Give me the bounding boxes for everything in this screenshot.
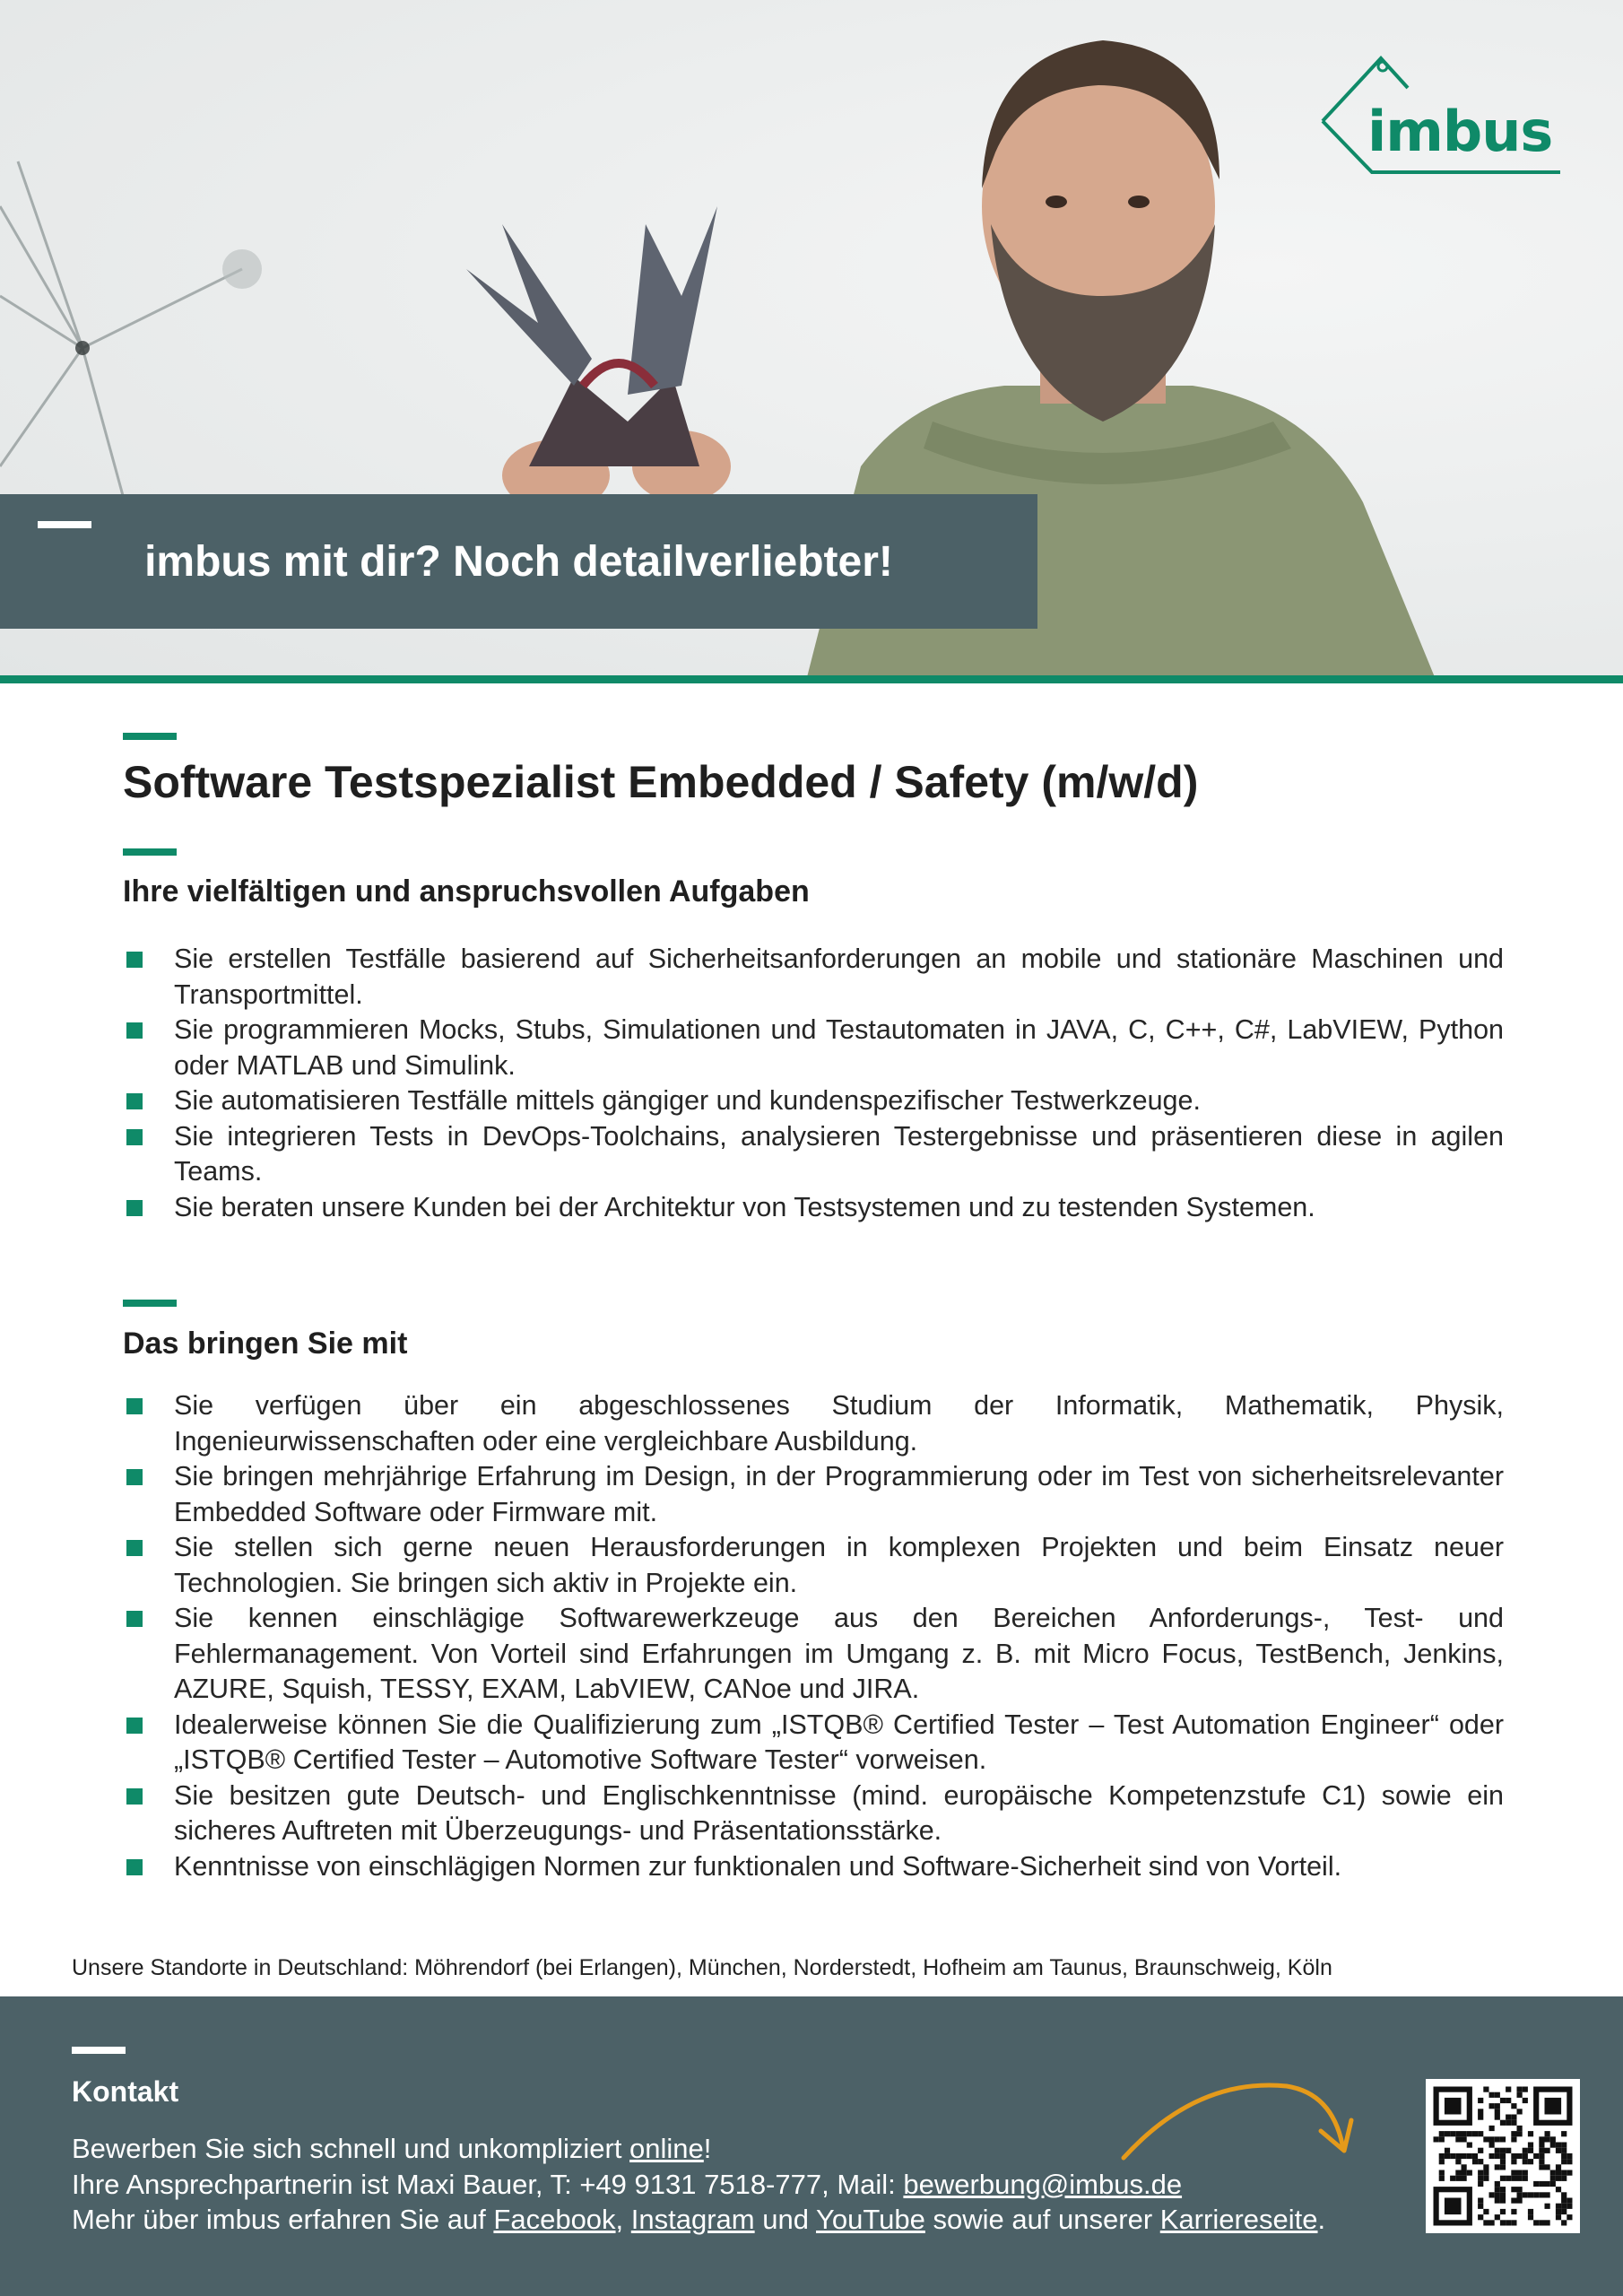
list-item-text: Sie bringen mehrjährige Erfahrung im Design, in der Programmierung oder im Test von sicherheitsrelevanter Embedded Software oder Firmware mit. xyxy=(174,1461,1504,1527)
list-item xyxy=(123,942,1504,1013)
list-item-text: Sie verfügen über ein abgeschlossenes Studium der Informatik, Mathematik, Physik, Ingenieurwissenschaften oder eine vergleichbare Ausbildung. xyxy=(174,1390,1504,1457)
banner-dash xyxy=(38,521,91,528)
list-item xyxy=(123,1708,1504,1779)
email-link[interactable]: bewerbung@imbus.de xyxy=(903,2168,1183,2200)
imbus-logo xyxy=(1314,54,1569,179)
bullet-square-icon xyxy=(126,1093,143,1109)
instagram-link[interactable]: Instagram xyxy=(630,2204,755,2235)
list-item-text: Sie automatisieren Testfälle mittels gängiger und kundenspezifischer Testwerkzeuge. xyxy=(174,1085,1201,1116)
list-item-text: Idealerweise können Sie die Qualifizierung zum „ISTQB® Certified Tester – Test Automation Engineer“ oder „ISTQB® Certified Tester – Automotive Software Tester“ vorweisen. xyxy=(174,1709,1504,1775)
bullet-square-icon xyxy=(126,1718,143,1734)
separator-text: . xyxy=(1317,2204,1326,2235)
bullet-square-icon xyxy=(126,1398,143,1414)
qr-code-graphic xyxy=(1426,2079,1580,2233)
qr-code-icon[interactable] xyxy=(1426,2079,1580,2233)
list-item-text: Sie erstellen Testfälle basierend auf Sicherheitsanforderungen an mobile und stationäre Maschinen und Transportmittel. xyxy=(174,944,1504,1010)
contact-heading: Kontakt xyxy=(72,2075,179,2108)
logo-wordmark: imbus xyxy=(1367,99,1553,164)
list-item xyxy=(123,1601,1504,1708)
hero-divider xyxy=(0,675,1623,683)
bullet-square-icon xyxy=(126,1540,143,1556)
tasks-list xyxy=(123,942,1504,1225)
contact-footer xyxy=(0,1996,1623,2296)
bullet-square-icon xyxy=(126,1788,143,1805)
contact-person-text: Ihre Ansprechpartnerin ist Maxi Bauer, T: +49 9131 7518-777, Mail: xyxy=(72,2168,904,2200)
locations-text: Unsere Standorte in Deutschland: Möhrendorf (bei Erlangen), München, Norderstedt, Hofheim am Taunus, Braunschweig, Köln xyxy=(72,1955,1332,1980)
list-item xyxy=(123,1779,1504,1849)
title-accent-bar xyxy=(123,733,177,740)
footer-dash xyxy=(72,2047,126,2054)
youtube-link[interactable]: YouTube xyxy=(816,2204,925,2235)
facebook-link[interactable]: Facebook xyxy=(493,2204,616,2235)
list-item xyxy=(123,1459,1504,1530)
bullet-square-icon xyxy=(126,1022,143,1039)
list-item xyxy=(123,1013,1504,1083)
apply-text: Bewerben Sie sich schnell und unkompliziert xyxy=(72,2133,630,2164)
bullet-square-icon xyxy=(126,1129,143,1145)
requirements-heading: Das bringen Sie mit xyxy=(123,1326,408,1361)
list-item-text: Sie besitzen gute Deutsch- und Englischkenntnisse (mind. europäische Kompetenzstufe C1) sowie ein sicheres Auftreten mit Überzeugungs- und Präsentationsstärke. xyxy=(174,1779,1504,1846)
list-item-text: Sie integrieren Tests in DevOps-Toolchains, analysieren Testergebnisse und präsentieren diese in agilen Teams. xyxy=(174,1120,1504,1187)
list-item-text: Sie programmieren Mocks, Stubs, Simulationen und Testautomaten in JAVA, C, C++, C#, LabVIEW, Python oder MATLAB und Simulink. xyxy=(174,1014,1504,1081)
separator-text: sowie auf unserer xyxy=(924,2204,1160,2235)
list-item xyxy=(123,1190,1504,1226)
social-line xyxy=(72,2202,1325,2238)
list-item xyxy=(123,1530,1504,1601)
list-item-text: Sie beraten unsere Kunden bei der Architektur von Testsystemen und zu testenden Systemen. xyxy=(174,1191,1315,1222)
bullet-square-icon xyxy=(126,1859,143,1875)
list-item-text: Kenntnisse von einschlägigen Normen zur funktionalen und Software-Sicherheit sind von Vorteil. xyxy=(174,1850,1342,1882)
bullet-square-icon xyxy=(126,1611,143,1627)
tasks-heading: Ihre vielfältigen und anspruchsvollen Aufgaben xyxy=(123,874,810,909)
list-item xyxy=(123,1083,1504,1119)
job-title: Software Testspezialist Embedded / Safety (m/w/d) xyxy=(123,757,1199,807)
list-item xyxy=(123,1388,1504,1459)
online-link[interactable]: online xyxy=(629,2133,704,2164)
requirements-accent-bar xyxy=(123,1300,177,1307)
separator-text: und xyxy=(754,2204,817,2235)
apply-suffix: ! xyxy=(703,2133,712,2164)
bullet-square-icon xyxy=(126,952,143,968)
slogan-text: imbus mit dir? Noch detailverliebter! xyxy=(144,538,893,586)
slogan-banner xyxy=(0,494,1037,629)
hero-image xyxy=(0,0,1623,677)
social-intro-text: Mehr über imbus erfahren Sie auf xyxy=(72,2204,494,2235)
curved-arrow-icon xyxy=(1116,2068,1358,2176)
bullet-square-icon xyxy=(126,1200,143,1216)
list-item xyxy=(123,1119,1504,1190)
bullet-square-icon xyxy=(126,1469,143,1485)
requirements-list xyxy=(123,1388,1504,1884)
separator-text: , xyxy=(615,2204,631,2235)
tasks-accent-bar xyxy=(123,848,177,856)
list-item-text: Sie kennen einschlägige Softwarewerkzeuge aus den Bereichen Anforderungs-, Test- und Fehlermanagement. Von Vorteil sind Erfahrungen im Umgang z. B. mit Micro Focus, TestBench, Jenkins, AZURE, Squish, TESSY, EXAM, LabVIEW, CANoe und JIRA. xyxy=(174,1603,1504,1704)
list-item xyxy=(123,1849,1504,1885)
career-page-link[interactable]: Karriereseite xyxy=(1159,2204,1318,2235)
list-item-text: Sie stellen sich gerne neuen Herausforderungen in komplexen Projekten und beim Einsatz neuer Technologien. Sie bringen sich aktiv in Projekte ein. xyxy=(174,1532,1504,1598)
